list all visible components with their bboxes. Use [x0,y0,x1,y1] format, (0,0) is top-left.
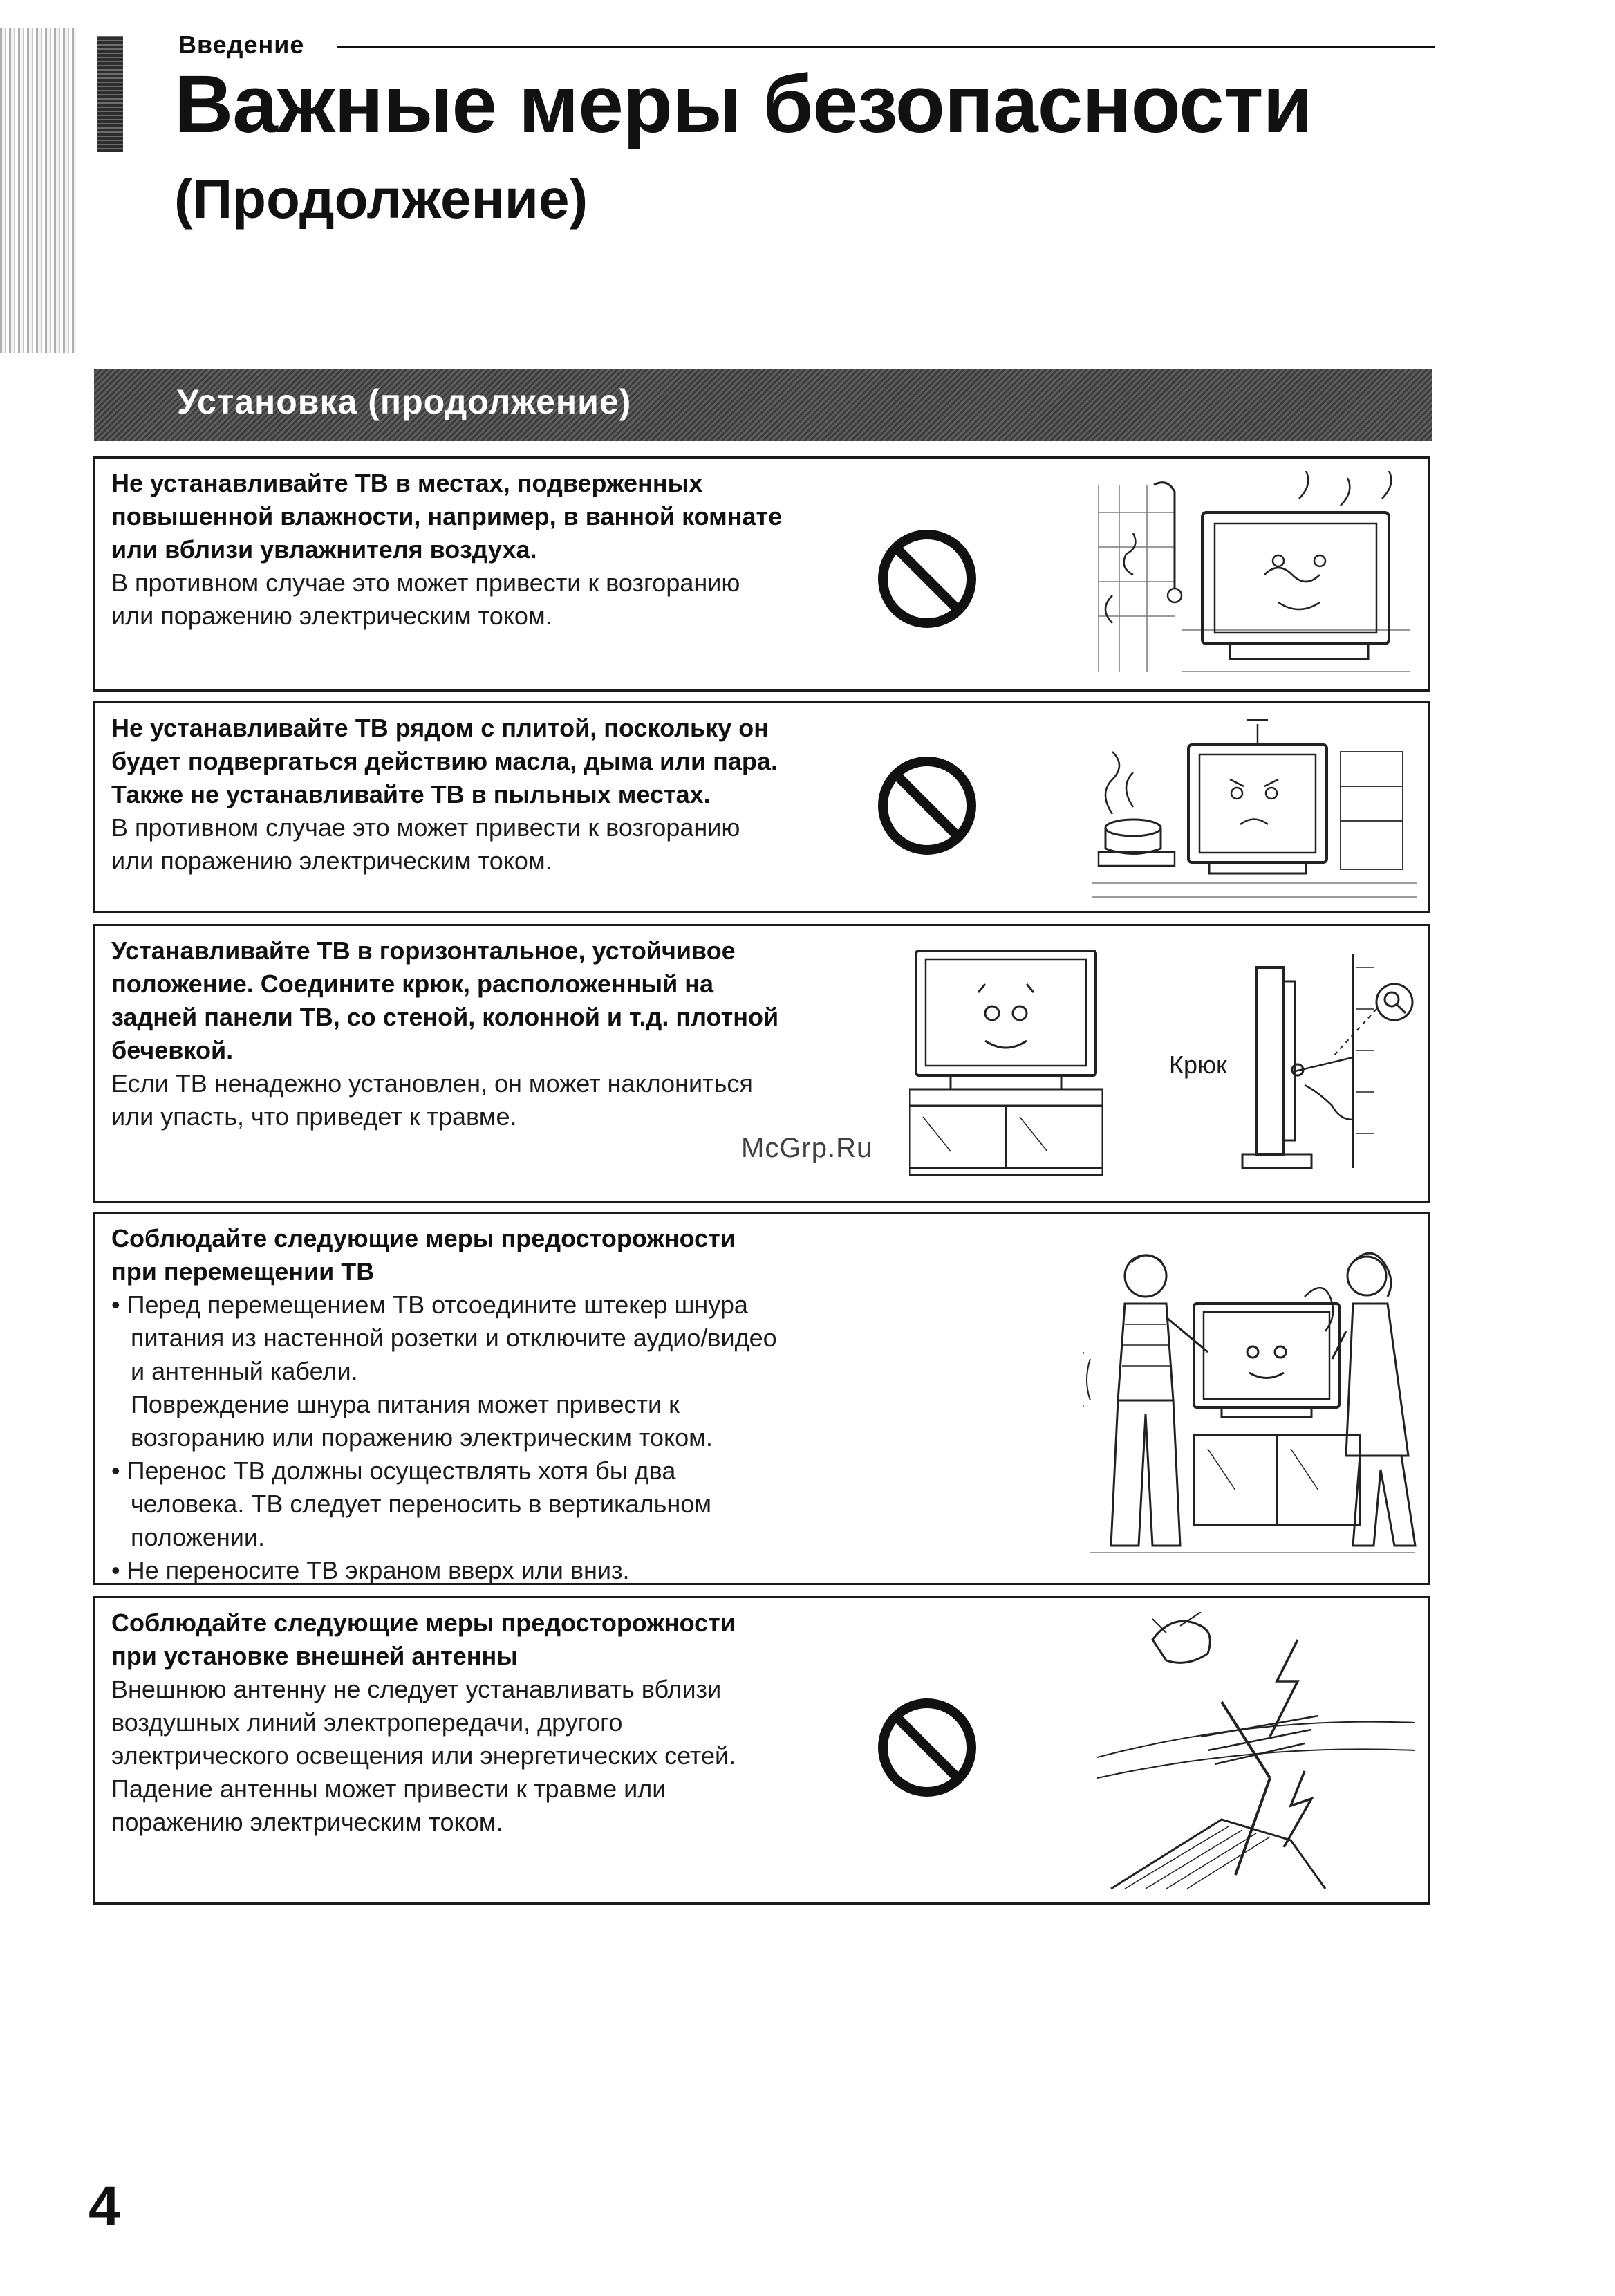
two-people-carrying-tv-illustration [1083,1248,1422,1573]
block-lead [111,1222,962,1288]
block-lead [111,712,962,811]
lead-line: Соблюдайте следующие меры предосторожности [111,1224,736,1252]
block-text [111,934,962,1133]
body-line: В противном случае это может привести к возгоранию [111,568,740,597]
scan-edge-strip [0,28,76,353]
bullet-line: человека. ТВ следует переносить в вертикальном [131,1490,711,1518]
block-body [111,566,962,633]
lead-line: Не устанавливайте ТВ в местах, подверженных [111,469,703,497]
bullet-line: и антенный кабели. [131,1357,358,1385]
warning-block-humidity [93,456,1430,692]
hook-label: Крюк [1169,1050,1227,1079]
block-bullets [111,1288,962,1587]
section-label: Введение [178,30,305,59]
bullet-item: • Перед перемещением ТВ отсоедините штекер шнура [111,1290,748,1319]
lead-line: Не устанавливайте ТВ рядом с плитой, поскольку он [111,714,769,742]
page-subtitle: (Продолжение) [174,168,588,230]
bullet-line: возгоранию или поражению электрическим током. [131,1423,713,1452]
prohibition-icon [875,526,980,631]
prohibition-icon [875,1695,980,1800]
bullet-item: • Не переносите ТВ экраном вверх или вниз. [111,1556,630,1584]
lead-line: бечевкой. [111,1036,234,1064]
block-body [111,811,962,878]
lead-line: при установке внешней антенны [111,1642,519,1670]
block-lead [111,467,962,566]
body-line: Падение антенны может привести к травме или [111,1775,666,1803]
lead-line: Устанавливайте ТВ в горизонтальное, устойчивое [111,936,736,965]
lead-line: или вблизи увлажнителя воздуха. [111,535,537,564]
page-title: Важные меры безопасности [174,59,1313,150]
warning-block-moving-tv [93,1212,1430,1585]
body-line: или упасть, что приведет к травме. [111,1102,517,1131]
section-banner [94,369,1432,441]
lead-line: Соблюдайте следующие меры предосторожности [111,1609,736,1637]
bullet-line: положении. [131,1523,265,1551]
bullet-line: Повреждение шнура питания может привести к [131,1390,680,1418]
warning-block-outdoor-antenna [93,1596,1430,1905]
section-banner-label: Установка (продолжение) [177,382,632,421]
page-number: 4 [88,2175,120,2238]
watermark: McGrp.Ru [741,1133,873,1163]
body-line: Внешнюю антенну не следует устанавливать вблизи [111,1675,722,1703]
lead-line: положение. Соедините крюк, расположенный на [111,970,713,998]
lead-line: задней панели ТВ, со стеной, колонной и т.д. плотной [111,1003,779,1031]
body-line: поражению электрическим током. [111,1808,503,1836]
block-body [111,1067,962,1133]
tv-on-stand-illustration [909,944,1103,1179]
block-body [111,1673,962,1839]
lead-line: будет подвергаться действию масла, дыма или пара. [111,747,778,775]
body-line: электрического освещения или энергетических сетей. [111,1741,736,1770]
section-marker [97,36,123,152]
lead-line: повышенной влажности, например, в ванной комнате [111,502,783,530]
body-line: В противном случае это может привести к возгоранию [111,813,740,842]
block-lead [111,934,962,1067]
lead-line: Также не устанавливайте ТВ в пыльных местах. [111,780,711,808]
block-text [111,1607,962,1839]
wall-hook-illustration [1229,954,1415,1175]
warning-block-stove [93,701,1430,913]
body-line: воздушных линий электропередачи, другого [111,1708,623,1737]
body-line: или поражению электрическим током. [111,602,552,630]
body-line: или поражению электрическим током. [111,846,552,875]
header-rule [337,46,1435,48]
body-line: Если ТВ ненадежно установлен, он может наклониться [111,1069,753,1098]
block-text [111,712,962,878]
stove-tv-illustration [1092,710,1417,904]
lead-line: при перемещении ТВ [111,1257,375,1286]
bullet-line: питания из настенной розетки и отключите аудио/видео [131,1324,777,1352]
bullet-item: • Перенос ТВ должны осуществлять хотя бы два [111,1456,676,1485]
antenna-near-power-lines-illustration [1097,1612,1415,1896]
block-text [111,1222,962,1587]
bathroom-tv-illustration [1092,471,1417,678]
block-text [111,467,962,633]
prohibition-icon [875,753,980,858]
block-lead [111,1607,962,1673]
